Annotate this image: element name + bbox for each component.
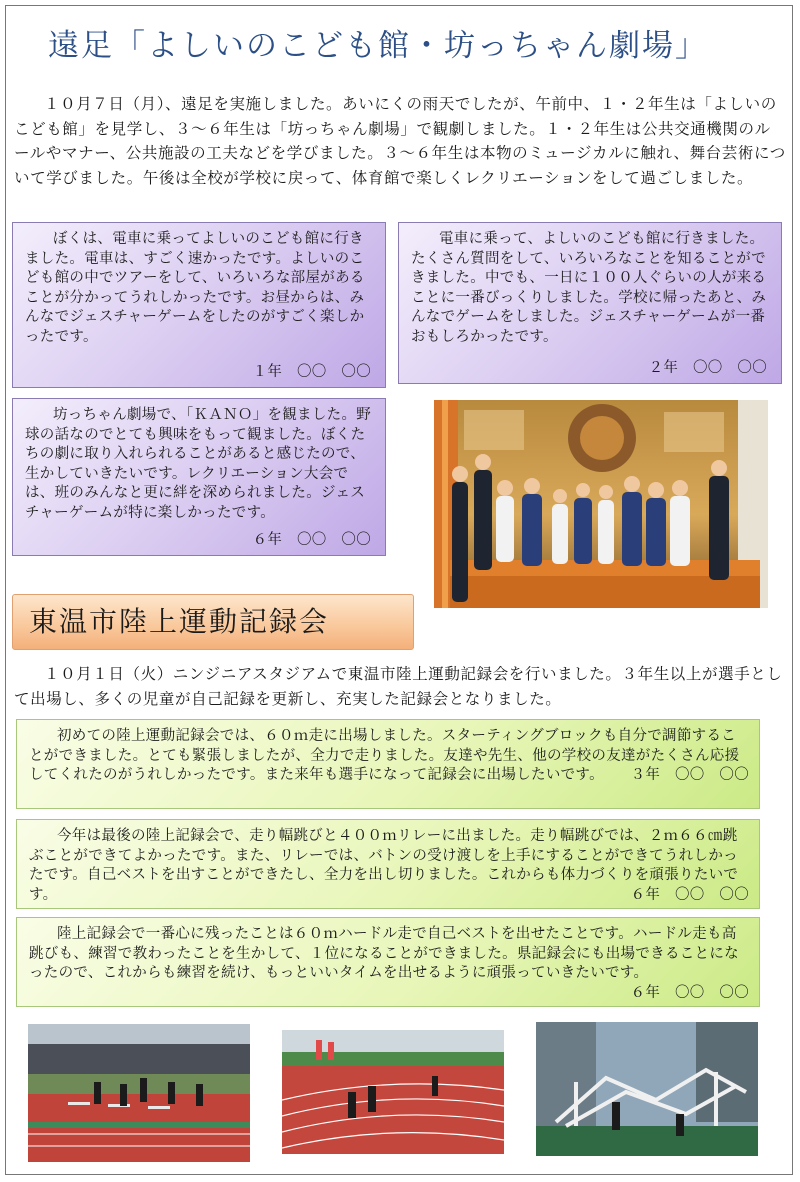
comment-text: 今年は最後の陸上記録会で、走り幅跳びと４００ｍリレーに出ました。走り幅跳びでは、２ｍ６６㎝跳ぶことができてよかったです。また、リレーでは、バトンの受け渡しを上手にすることができてうれしかったです。自己ベストを出すことができたし、全力を出し切りました。これからも体力づくりを頑張りたいです。 ６年 〇〇 〇〇 [29, 827, 749, 905]
theatre-group-photo [434, 400, 768, 608]
hurdle-race-photo-image [28, 1024, 250, 1162]
comment-text: 初めての陸上運動記録会では、６０ｍ走に出場しました。スターティングブロックも自分で調節することができました。とても緊張しましたが、全力で走りました。友達や先生、他の学校の友達がたくさん応援してくれたのがうれしかったです。また来年も選手になって記録会に出場したいです。 ３年 〇〇 〇〇 [29, 727, 749, 786]
comment-text: 坊っちゃん劇場で、「ＫＡＮＯ」を観ました。野球の話なのでとても興味をもって観ました。ぼくたちの劇に取り入れられることがあると感じたので、生かしていきたいです。レクリエーション大会では、班のみんなと更に絆を深められました。ジェスチャーゲームが特に楽しかったです。 [25, 407, 372, 521]
high-jump-photo-image [536, 1022, 758, 1156]
high-jump-photo [536, 1022, 758, 1156]
comment-text: 陸上記録会で一番心に残ったことは６０ｍハードル走で自己ベストを出せたことです。ハードル走も高跳びも、練習で教わったことを生かして、１位になることができました。県記録会にも出場できることになったので、これからも練習を続け、もっといいタイムを出せるように頑張っていきたいです。 ６年 〇〇 〇〇 [29, 925, 749, 984]
comment-signature: １年 〇〇 〇〇 [252, 364, 371, 381]
comment-box-grade6-hurdles [16, 917, 760, 1007]
comment-box-grade6-theatre [12, 398, 386, 556]
comment-box-grade2 [398, 222, 782, 384]
comment-signature: ２年 〇〇 〇〇 [648, 360, 767, 377]
comment-signature: ６年 〇〇 〇〇 [630, 984, 749, 1001]
track-race-photo-image [282, 1030, 504, 1154]
comment-text: ぼくは、電車に乗ってよしいのこども館に行きました。電車は、すごく速かったです。よしいのこども館の中でツアーをして、いろいろな部屋があることが分かってうれしかったです。お昼からは、みんなでジェスチャーゲームをしたのがすごく楽しかったです。 [25, 231, 365, 345]
excursion-title: 遠足「よしいのこども館・坊っちゃん劇場」 [48, 28, 708, 64]
athletics-title: 東温市陸上運動記録会 [12, 594, 414, 650]
comment-text: 電車に乗って、よしいのこども館に行きました。たくさん質問をして、いろいろなことを知ることができました。中でも、一日に１００人ぐらいの人が来ることに一番びっくりしました。学校に帰ったあと、みんなでゲームをしました。ジェスチャーゲームが一番おもしろかったです。 [411, 231, 767, 345]
hurdle-race-photo [28, 1024, 250, 1162]
comment-box-grade6-longjump [16, 819, 760, 909]
excursion-intro-text: １０月７日（月）、遠足を実施しました。あいにくの雨天でしたが、午前中、１・２年生は「よしいのこども館」を見学し、３～６年生は「坊っちゃん劇場」で観劇しました。１・２年生は公共交通機関のルールやマナー、公共施設の工夫などを学びました。３～６年生は本物のミュージカルに触れ、舞台芸術について学びました。午後は全校が学校に戻って、体育館で楽しくレクリエーションをして過ごしました。 [14, 95, 786, 187]
athletics-intro-text: １０月１日（火）ニンジニアスタジアムで東温市陸上運動記録会を行いました。３年生以上が選手として出場し、多くの児童が自己記録を更新し、充実した記録会となりました。 [14, 665, 783, 708]
comment-signature: ６年 〇〇 〇〇 [630, 886, 749, 903]
athletics-intro [14, 662, 786, 711]
excursion-intro [14, 92, 786, 190]
comment-box-grade1 [12, 222, 386, 388]
track-race-photo [282, 1030, 504, 1154]
theatre-group-photo-image [434, 400, 768, 608]
comment-signature: ６年 〇〇 〇〇 [252, 532, 371, 549]
comment-signature: ３年 〇〇 〇〇 [630, 767, 749, 784]
comment-box-grade3-athletics [16, 719, 760, 809]
